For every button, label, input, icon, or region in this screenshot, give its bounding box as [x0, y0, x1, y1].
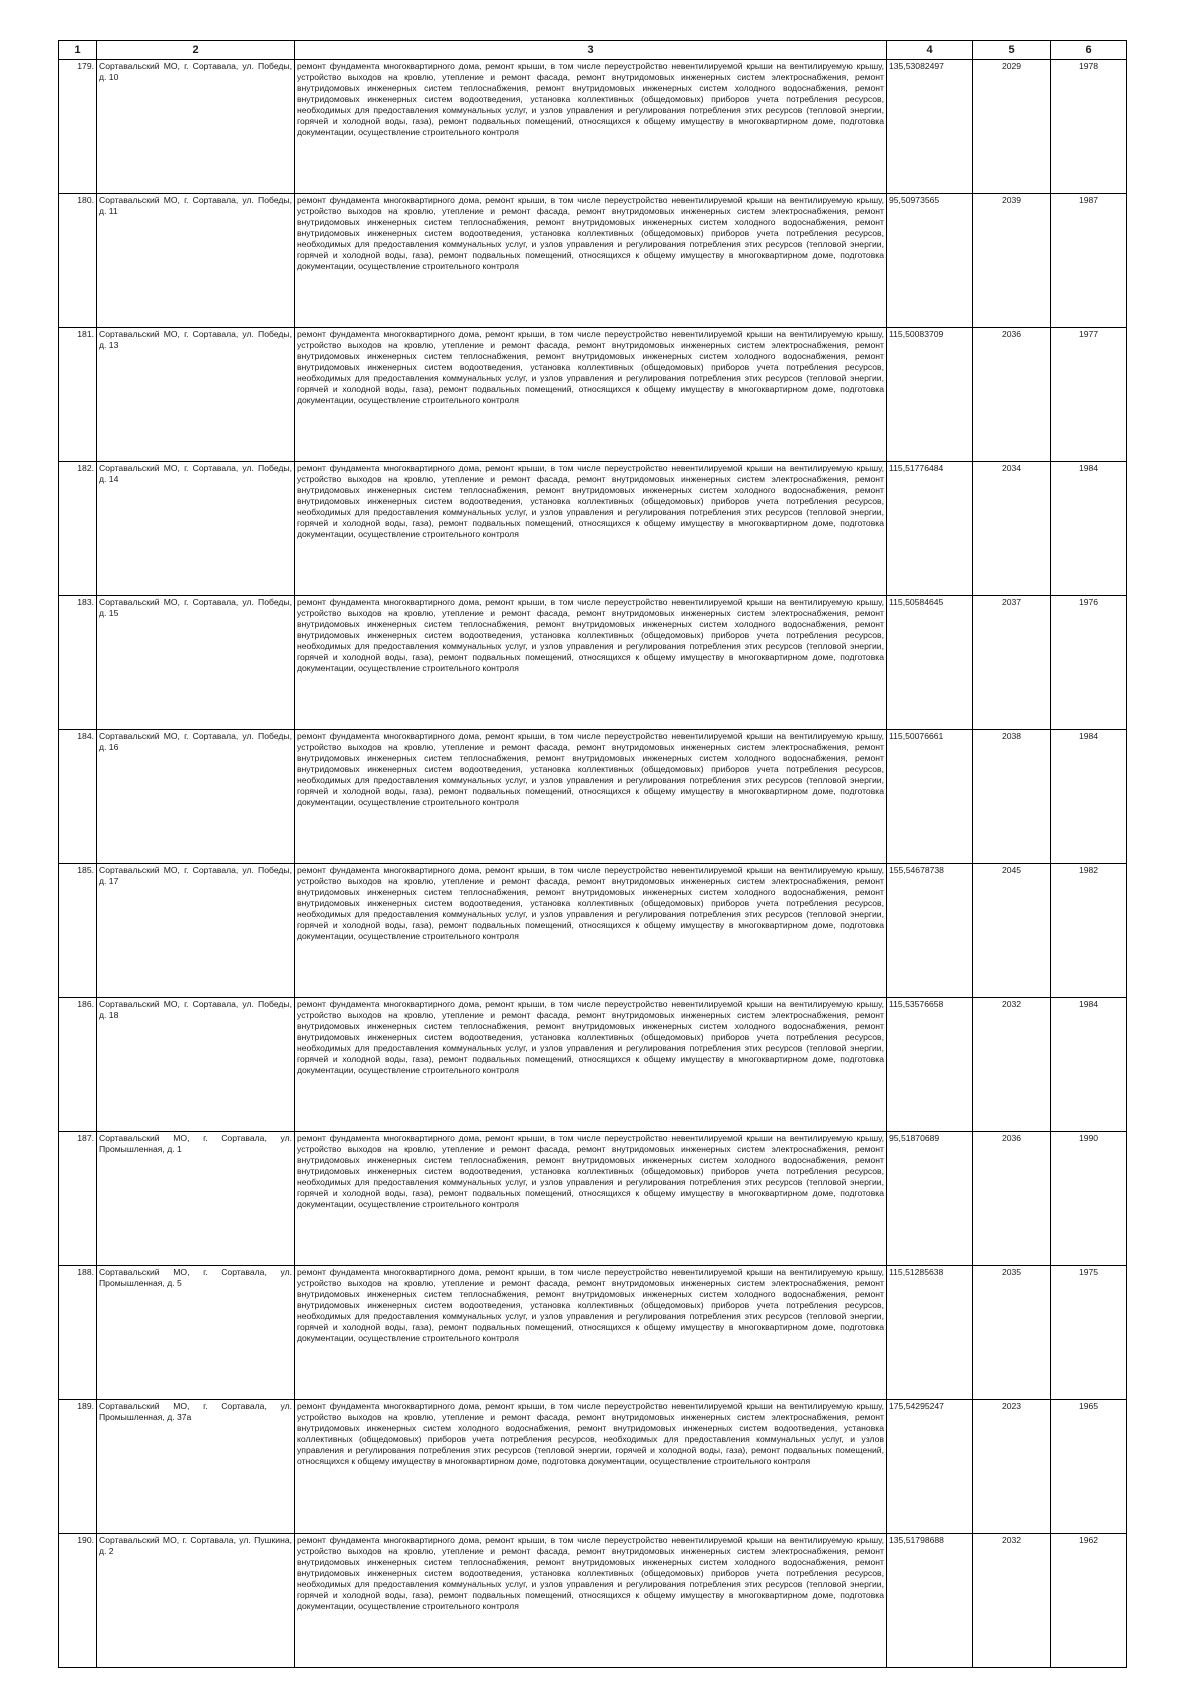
year-built: 1984 [1051, 998, 1127, 1132]
repair-works [295, 1132, 887, 1266]
cost-value: 115,50584645 [887, 596, 973, 730]
repair-works [295, 1400, 887, 1534]
house-address: Сортавальский МО, г. Сортавала, ул. Промышленная, д. 37а [97, 1400, 295, 1534]
year-built: 1987 [1051, 194, 1127, 328]
row-number: 189. [59, 1400, 97, 1534]
planned-year: 2036 [973, 328, 1051, 462]
repair-works-prefix: ремонт фундамента многоквартирного дома, ремонт крыши, в том числе переустройство невентилируемой крыши на вентилируемую крышу, устройство выходов на кровлю, утепление и ремонт фасада, [297, 597, 884, 618]
table-row [59, 462, 1127, 596]
cost-value: 135,53082497 [887, 60, 973, 194]
repair-works-text: ремонт внутридомовых инженерных систем электроснабжения, ремонт внутридомовых инженерных систем теплоснабжения, ремонт внутридомовых инженерных систем холодного водоснабжения, ремонт внутридомовых инженерных систем водоотведения, установка коллективных (общедомовых) приборов учета потребления ресурсов, необходимых для предоставления коммунальных услуг, и узлов управления и регулирования потребления этих ресурсов (тепловой энергии, горячей и холодной воды, газа), ремонт подвальных помещений, относящихся к общему имуществу в многоквартирном доме, подготовка документации, осуществление строительного контроля [297, 876, 884, 941]
row-number: 190. [59, 1534, 97, 1668]
table-row [59, 998, 1127, 1132]
year-built: 1982 [1051, 864, 1127, 998]
table-row [59, 1534, 1127, 1668]
repair-works-prefix: ремонт фундамента многоквартирного дома, ремонт крыши, в том числе переустройство невентилируемой крыши на вентилируемую крышу, устройство выходов на кровлю, утепление и ремонт фасада, [297, 1267, 884, 1288]
repair-works-prefix: ремонт фундамента многоквартирного дома, ремонт крыши, в том числе переустройство невентилируемой крыши на вентилируемую крышу, устройство выходов на кровлю, утепление и ремонт фасада, [297, 865, 884, 886]
table-header-row [59, 41, 1127, 60]
row-number: 179. [59, 60, 97, 194]
repair-works-prefix: ремонт фундамента многоквартирного дома, ремонт крыши, в том числе переустройство невентилируемой крыши на вентилируемую крышу, устройство выходов на кровлю, утепление и ремонт фасада, [297, 731, 884, 752]
row-number: 185. [59, 864, 97, 998]
house-address: Сортавальский МО, г. Сортавала, ул. Победы, д. 11 [97, 194, 295, 328]
cost-value: 115,51285638 [887, 1266, 973, 1400]
document-page [58, 40, 1126, 1668]
planned-year: 2023 [973, 1400, 1051, 1534]
repair-works [295, 596, 887, 730]
repair-works-prefix: ремонт фундамента многоквартирного дома, ремонт крыши, в том числе переустройство невентилируемой крыши на вентилируемую крышу, устройство выходов на кровлю, утепление и ремонт фасада, [297, 463, 884, 484]
repair-works-text: ремонт внутридомовых инженерных систем электроснабжения, ремонт внутридомовых инженерных систем теплоснабжения, ремонт внутридомовых инженерных систем холодного водоснабжения, ремонт внутридомовых инженерных систем водоотведения, установка коллективных (общедомовых) приборов учета потребления ресурсов, необходимых для предоставления коммунальных услуг, и узлов управления и регулирования потребления этих ресурсов (тепловой энергии, горячей и холодной воды, газа), ремонт подвальных помещений, относящихся к общему имуществу в многоквартирном доме, подготовка документации, осуществление строительного контроля [297, 1144, 884, 1209]
year-built: 1990 [1051, 1132, 1127, 1266]
house-address: Сортавальский МО, г. Сортавала, ул. Пушкина, д. 2 [97, 1534, 295, 1668]
year-built: 1962 [1051, 1534, 1127, 1668]
cost-value: 155,54678738 [887, 864, 973, 998]
table-row [59, 328, 1127, 462]
planned-year: 2029 [973, 60, 1051, 194]
repair-works-text: ремонт внутридомовых инженерных систем электроснабжения, ремонт внутридомовых инженерных систем холодного водоснабжения, ремонт внутридомовых инженерных систем водоотведения, установка коллективных (общедомовых) приборов учета потребления ресурсов, необходимых для предоставления коммунальных услуг, и узлов управления и регулирования потребления этих ресурсов (тепловой энергии, горячей и холодной воды, газа), ремонт подвальных помещений, относящихся к общему имуществу в многоквартирном доме, подготовка документации, осуществление строительного контроля [297, 1412, 884, 1466]
year-built: 1984 [1051, 462, 1127, 596]
house-address: Сортавальский МО, г. Сортавала, ул. Победы, д. 18 [97, 998, 295, 1132]
planned-year: 2032 [973, 998, 1051, 1132]
row-number: 184. [59, 730, 97, 864]
planned-year: 2038 [973, 730, 1051, 864]
year-built: 1978 [1051, 60, 1127, 194]
repair-works-text: ремонт внутридомовых инженерных систем электроснабжения, ремонт внутридомовых инженерных систем теплоснабжения, ремонт внутридомовых инженерных систем холодного водоснабжения, ремонт внутридомовых инженерных систем водоотведения, установка коллективных (общедомовых) приборов учета потребления ресурсов, необходимых для предоставления коммунальных услуг, и узлов управления и регулирования потребления этих ресурсов (тепловой энергии, горячей и холодной воды, газа), ремонт подвальных помещений, относящихся к общему имуществу в многоквартирном доме, подготовка документации, осуществление строительного контроля [297, 340, 884, 405]
house-address: Сортавальский МО, г. Сортавала, ул. Победы, д. 14 [97, 462, 295, 596]
table-row [59, 1132, 1127, 1266]
row-number: 188. [59, 1266, 97, 1400]
row-number: 182. [59, 462, 97, 596]
house-address: Сортавальский МО, г. Сортавала, ул. Победы, д. 17 [97, 864, 295, 998]
repair-works-text: ремонт внутридомовых инженерных систем электроснабжения, ремонт внутридомовых инженерных систем теплоснабжения, ремонт внутридомовых инженерных систем холодного водоснабжения, ремонт внутридомовых инженерных систем водоотведения, установка коллективных (общедомовых) приборов учета потребления ресурсов, необходимых для предоставления коммунальных услуг, и узлов управления и регулирования потребления этих ресурсов (тепловой энергии, горячей и холодной воды, газа), ремонт подвальных помещений, относящихся к общему имуществу в многоквартирном доме, подготовка документации, осуществление строительного контроля [297, 1278, 884, 1343]
year-built: 1965 [1051, 1400, 1127, 1534]
repair-works [295, 194, 887, 328]
column-header: 5 [973, 41, 1051, 60]
house-address: Сортавальский МО, г. Сортавала, ул. Промышленная, д. 5 [97, 1266, 295, 1400]
planned-year: 2037 [973, 596, 1051, 730]
year-built: 1976 [1051, 596, 1127, 730]
planned-year: 2032 [973, 1534, 1051, 1668]
row-number: 180. [59, 194, 97, 328]
repair-works-prefix: ремонт фундамента многоквартирного дома, ремонт крыши, в том числе переустройство невентилируемой крыши на вентилируемую крышу, устройство выходов на кровлю, утепление и ремонт фасада, [297, 1133, 884, 1154]
house-address: Сортавальский МО, г. Сортавала, ул. Победы, д. 15 [97, 596, 295, 730]
column-header: 4 [887, 41, 973, 60]
cost-value: 175,54295247 [887, 1400, 973, 1534]
repair-works-prefix: ремонт фундамента многоквартирного дома, ремонт крыши, в том числе переустройство невентилируемой крыши на вентилируемую крышу, устройство выходов на кровлю, утепление и ремонт фасада, [297, 1401, 884, 1422]
house-address: Сортавальский МО, г. Сортавала, ул. Победы, д. 16 [97, 730, 295, 864]
repair-works-text: ремонт внутридомовых инженерных систем электроснабжения, ремонт внутридомовых инженерных систем теплоснабжения, ремонт внутридомовых инженерных систем холодного водоснабжения, ремонт внутридомовых инженерных систем водоотведения, установка коллективных (общедомовых) приборов учета потребления ресурсов, необходимых для предоставления коммунальных услуг, и узлов управления и регулирования потребления этих ресурсов (тепловой энергии, горячей и холодной воды, газа), ремонт подвальных помещений, относящихся к общему имуществу в многоквартирном доме, подготовка документации, осуществление строительного контроля [297, 1010, 884, 1075]
planned-year: 2039 [973, 194, 1051, 328]
cost-value: 135,51798688 [887, 1534, 973, 1668]
repair-works-text: ремонт внутридомовых инженерных систем электроснабжения, ремонт внутридомовых инженерных систем теплоснабжения, ремонт внутридомовых инженерных систем холодного водоснабжения, ремонт внутридомовых инженерных систем водоотведения, установка коллективных (общедомовых) приборов учета потребления ресурсов, необходимых для предоставления коммунальных услуг, и узлов управления и регулирования потребления этих ресурсов (тепловой энергии, горячей и холодной воды, газа), ремонт подвальных помещений, относящихся к общему имуществу в многоквартирном доме, подготовка документации, осуществление строительного контроля [297, 206, 884, 271]
house-address: Сортавальский МО, г. Сортавала, ул. Победы, д. 10 [97, 60, 295, 194]
house-address: Сортавальский МО, г. Сортавала, ул. Победы, д. 13 [97, 328, 295, 462]
table-row [59, 730, 1127, 864]
planned-year: 2034 [973, 462, 1051, 596]
table-row [59, 596, 1127, 730]
repair-works [295, 60, 887, 194]
row-number: 187. [59, 1132, 97, 1266]
column-header: 3 [295, 41, 887, 60]
repair-works [295, 1266, 887, 1400]
planned-year: 2035 [973, 1266, 1051, 1400]
table-row [59, 60, 1127, 194]
cost-value: 115,53576658 [887, 998, 973, 1132]
row-number: 181. [59, 328, 97, 462]
row-number: 183. [59, 596, 97, 730]
column-header: 6 [1051, 41, 1127, 60]
repair-works-text: ремонт внутридомовых инженерных систем электроснабжения, ремонт внутридомовых инженерных систем теплоснабжения, ремонт внутридомовых инженерных систем холодного водоснабжения, ремонт внутридомовых инженерных систем водоотведения, установка коллективных (общедомовых) приборов учета потребления ресурсов, необходимых для предоставления коммунальных услуг, и узлов управления и регулирования потребления этих ресурсов (тепловой энергии, горячей и холодной воды, газа), ремонт подвальных помещений, относящихся к общему имуществу в многоквартирном доме, подготовка документации, осуществление строительного контроля [297, 1546, 884, 1611]
repair-works [295, 864, 887, 998]
repair-works-prefix: ремонт фундамента многоквартирного дома, ремонт крыши, в том числе переустройство невентилируемой крыши на вентилируемую крышу, устройство выходов на кровлю, утепление и ремонт фасада, [297, 195, 884, 216]
planned-year: 2045 [973, 864, 1051, 998]
table-row [59, 1266, 1127, 1400]
repair-works-prefix: ремонт фундамента многоквартирного дома, ремонт крыши, в том числе переустройство невентилируемой крыши на вентилируемую крышу, устройство выходов на кровлю, утепление и ремонт фасада, [297, 999, 884, 1020]
year-built: 1977 [1051, 328, 1127, 462]
repair-works [295, 730, 887, 864]
repair-works-text: ремонт внутридомовых инженерных систем электроснабжения, ремонт внутридомовых инженерных систем теплоснабжения, ремонт внутридомовых инженерных систем холодного водоснабжения, ремонт внутридомовых инженерных систем водоотведения, установка коллективных (общедомовых) приборов учета потребления ресурсов, необходимых для предоставления коммунальных услуг, и узлов управления и регулирования потребления этих ресурсов (тепловой энергии, горячей и холодной воды, газа), ремонт подвальных помещений, относящихся к общему имуществу в многоквартирном доме, подготовка документации, осуществление строительного контроля [297, 608, 884, 673]
repair-works-prefix: ремонт фундамента многоквартирного дома, ремонт крыши, в том числе переустройство невентилируемой крыши на вентилируемую крышу, устройство выходов на кровлю, утепление и ремонт фасада, [297, 1535, 884, 1556]
repair-works-text: ремонт внутридомовых инженерных систем электроснабжения, ремонт внутридомовых инженерных систем теплоснабжения, ремонт внутридомовых инженерных систем холодного водоснабжения, ремонт внутридомовых инженерных систем водоотведения, установка коллективных (общедомовых) приборов учета потребления ресурсов, необходимых для предоставления коммунальных услуг, и узлов управления и регулирования потребления этих ресурсов (тепловой энергии, горячей и холодной воды, газа), ремонт подвальных помещений, относящихся к общему имуществу в многоквартирном доме, подготовка документации, осуществление строительного контроля [297, 474, 884, 539]
year-built: 1975 [1051, 1266, 1127, 1400]
repair-works [295, 462, 887, 596]
repair-works-prefix: ремонт фундамента многоквартирного дома, ремонт крыши, в том числе переустройство невентилируемой крыши на вентилируемую крышу, устройство выходов на кровлю, утепление и ремонт фасада, [297, 329, 884, 350]
table-body [59, 60, 1127, 1668]
cost-value: 95,51870689 [887, 1132, 973, 1266]
table-row [59, 194, 1127, 328]
cost-value: 95,50973565 [887, 194, 973, 328]
repair-works-text: ремонт внутридомовых инженерных систем электроснабжения, ремонт внутридомовых инженерных систем теплоснабжения, ремонт внутридомовых инженерных систем холодного водоснабжения, ремонт внутридомовых инженерных систем водоотведения, установка коллективных (общедомовых) приборов учета потребления ресурсов, необходимых для предоставления коммунальных услуг, и узлов управления и регулирования потребления этих ресурсов (тепловой энергии, горячей и холодной воды, газа), ремонт подвальных помещений, относящихся к общему имуществу в многоквартирном доме, подготовка документации, осуществление строительного контроля [297, 72, 884, 137]
table-row [59, 864, 1127, 998]
cost-value: 115,51776484 [887, 462, 973, 596]
house-address: Сортавальский МО, г. Сортавала, ул. Промышленная, д. 1 [97, 1132, 295, 1266]
cost-value: 115,50083709 [887, 328, 973, 462]
column-header: 1 [59, 41, 97, 60]
repair-works-text: ремонт внутридомовых инженерных систем электроснабжения, ремонт внутридомовых инженерных систем теплоснабжения, ремонт внутридомовых инженерных систем холодного водоснабжения, ремонт внутридомовых инженерных систем водоотведения, установка коллективных (общедомовых) приборов учета потребления ресурсов, необходимых для предоставления коммунальных услуг, и узлов управления и регулирования потребления этих ресурсов (тепловой энергии, горячей и холодной воды, газа), ремонт подвальных помещений, относящихся к общему имуществу в многоквартирном доме, подготовка документации, осуществление строительного контроля [297, 742, 884, 807]
column-header: 2 [97, 41, 295, 60]
year-built: 1984 [1051, 730, 1127, 864]
cost-value: 115,50076661 [887, 730, 973, 864]
repair-works-prefix: ремонт фундамента многоквартирного дома, ремонт крыши, в том числе переустройство невентилируемой крыши на вентилируемую крышу, устройство выходов на кровлю, утепление и ремонт фасада, [297, 61, 884, 82]
capital-repair-table [58, 40, 1127, 1668]
repair-works [295, 998, 887, 1132]
repair-works [295, 328, 887, 462]
row-number: 186. [59, 998, 97, 1132]
repair-works [295, 1534, 887, 1668]
table-row [59, 1400, 1127, 1534]
planned-year: 2036 [973, 1132, 1051, 1266]
